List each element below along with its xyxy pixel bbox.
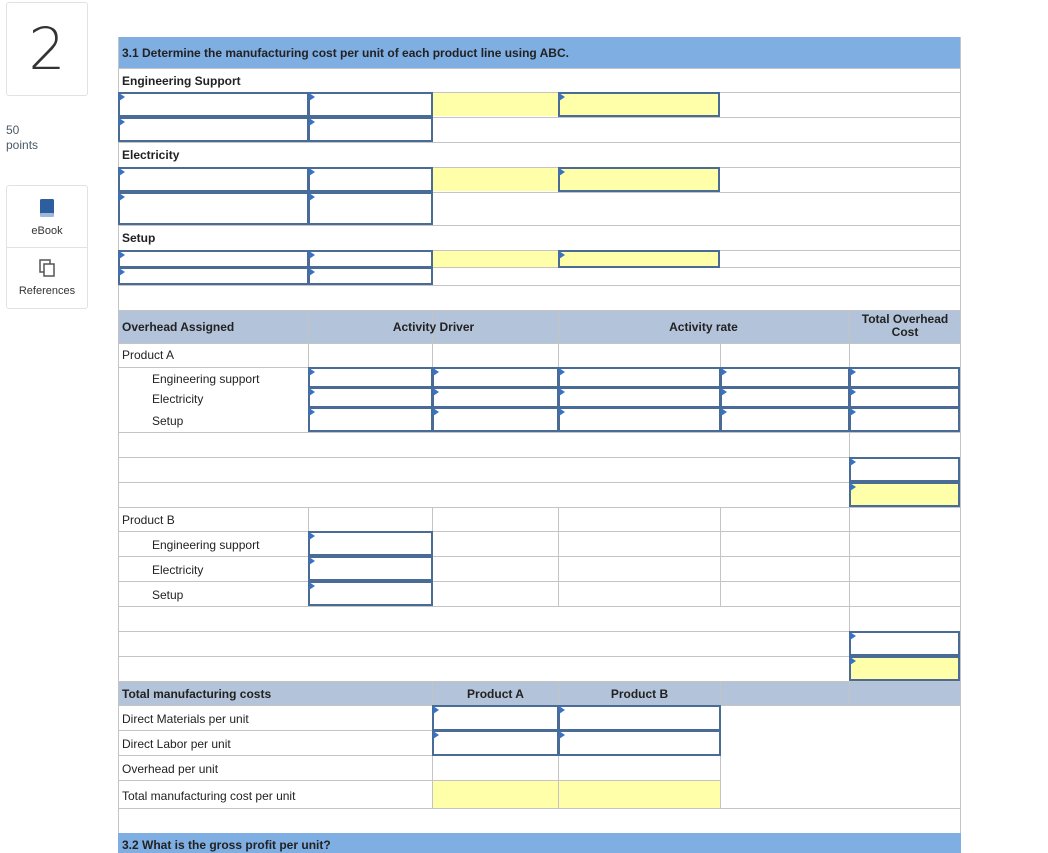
direct-labor-a-input[interactable] [432,730,559,756]
grid-line [118,432,961,433]
setup-driver-input[interactable] [308,250,433,268]
product-a-setup-rate-input[interactable] [558,407,721,432]
product-a-engineering-rate-input[interactable] [558,367,721,388]
engineering-result-cell [433,93,558,116]
product-a-setup-total-input[interactable] [849,407,960,432]
totals-product-b-header: Product B [610,687,669,701]
product-a-electricity-rate-input[interactable] [558,387,721,408]
product-a-engineering-qty-input[interactable] [432,367,559,388]
grid-line [118,606,961,607]
grid-line [118,68,961,69]
grid-line [960,37,961,852]
electricity-unit-driver-input[interactable] [308,192,433,225]
product-a-electricity-total-input[interactable] [849,387,960,408]
setup-result-cell [433,251,558,267]
grid-line [118,507,961,508]
question-3-1-title: 3.1 Determine the manufacturing cost per unit of each product line using ABC. [122,46,569,60]
electricity-label: Electricity [122,148,180,162]
product-b-setup-driver-input[interactable] [308,581,433,606]
points-value: 50 [6,123,20,137]
direct-materials-a-input[interactable] [432,705,559,731]
activity-driver-header: Activity Driver [392,320,475,334]
product-a-setup-amount-input[interactable] [720,407,850,432]
electricity-rate-input[interactable] [558,167,720,192]
engineering-unit-input[interactable] [118,117,309,142]
setup-unit-input[interactable] [118,267,309,285]
grid-line [118,310,961,311]
electricity-unit-input[interactable] [118,192,309,225]
grid-line [118,343,961,344]
total-cost-b-cell [559,781,720,808]
setup-rate-input[interactable] [558,250,720,268]
setup-cost-input[interactable] [118,250,309,268]
overhead-assigned-header: Overhead Assigned [122,320,235,334]
product-a-overhead-per-unit-input[interactable] [849,482,960,507]
engineering-cost-input[interactable] [118,92,309,117]
grid-line [118,482,961,483]
engineering-support-label: Engineering Support [122,74,241,88]
total-cost-per-unit-label: Total manufacturing cost per unit [122,789,296,803]
engineering-unit-driver-input[interactable] [308,117,433,142]
grid-line [118,142,961,143]
product-a-engineering-total-input[interactable] [849,367,960,388]
grid-line [118,631,961,632]
product-a-engineering-driver-input[interactable] [308,367,433,388]
engineering-driver-input[interactable] [308,92,433,117]
grid-line [118,556,961,557]
electricity-result-cell [433,168,558,191]
direct-materials-label: Direct Materials per unit [122,712,249,726]
grid-line [118,457,961,458]
question-3-2-title: 3.2 What is the gross profit per unit? [122,838,331,852]
direct-labor-label: Direct Labor per unit [122,737,231,751]
electricity-driver-input[interactable] [308,167,433,192]
ebook-label: eBook [31,225,63,237]
grid-line [118,656,961,657]
grid-line [118,225,961,226]
setup-unit-driver-input[interactable] [308,267,433,285]
product-a-label: Product A [122,348,175,362]
product-a-setup-driver-input[interactable] [308,407,433,432]
product-a-engineering-amount-input[interactable] [720,367,850,388]
product-b-setup-label: Setup [152,588,184,602]
product-b-engineering-driver-input[interactable] [308,531,433,556]
grid-line [118,531,961,532]
product-a-setup-qty-input[interactable] [432,407,559,432]
direct-labor-b-input[interactable] [558,730,721,756]
product-a-electricity-label: Electricity [152,392,204,406]
product-a-electricity-amount-input[interactable] [720,387,850,408]
product-a-total-overhead-input[interactable] [849,457,960,482]
grid-line [558,507,559,606]
activity-rate-header: Activity rate [669,320,738,334]
grid-line [720,507,721,606]
engineering-rate-input[interactable] [558,92,720,117]
question-number: 2 [6,2,88,96]
product-a-electricity-qty-input[interactable] [432,387,559,408]
references-label: References [18,285,76,297]
overhead-per-unit-label: Overhead per unit [122,762,219,776]
product-b-electricity-driver-input[interactable] [308,556,433,581]
electricity-cost-input[interactable] [118,167,309,192]
product-a-setup-label: Setup [152,414,184,428]
grid-line [118,37,119,852]
grid-line [118,681,961,682]
total-manufacturing-costs-header: Total manufacturing costs [122,687,272,701]
setup-label: Setup [122,231,156,245]
product-b-label: Product B [122,513,175,527]
product-b-overhead-per-unit-input[interactable] [849,656,960,681]
product-b-engineering-label: Engineering support [152,538,260,552]
product-a-engineering-label: Engineering support [152,372,260,386]
grid-line [118,285,961,286]
totals-product-a-header: Product A [467,687,524,701]
total-cost-a-cell [433,781,558,808]
grid-line [118,581,961,582]
product-b-electricity-label: Electricity [152,563,204,577]
points-label: points [6,138,39,152]
total-overhead-cost-header: Total Overhead Cost [861,312,949,339]
product-b-total-overhead-input[interactable] [849,631,960,656]
direct-materials-b-input[interactable] [558,705,721,731]
product-a-electricity-driver-input[interactable] [308,387,433,408]
grid-line [118,808,961,809]
